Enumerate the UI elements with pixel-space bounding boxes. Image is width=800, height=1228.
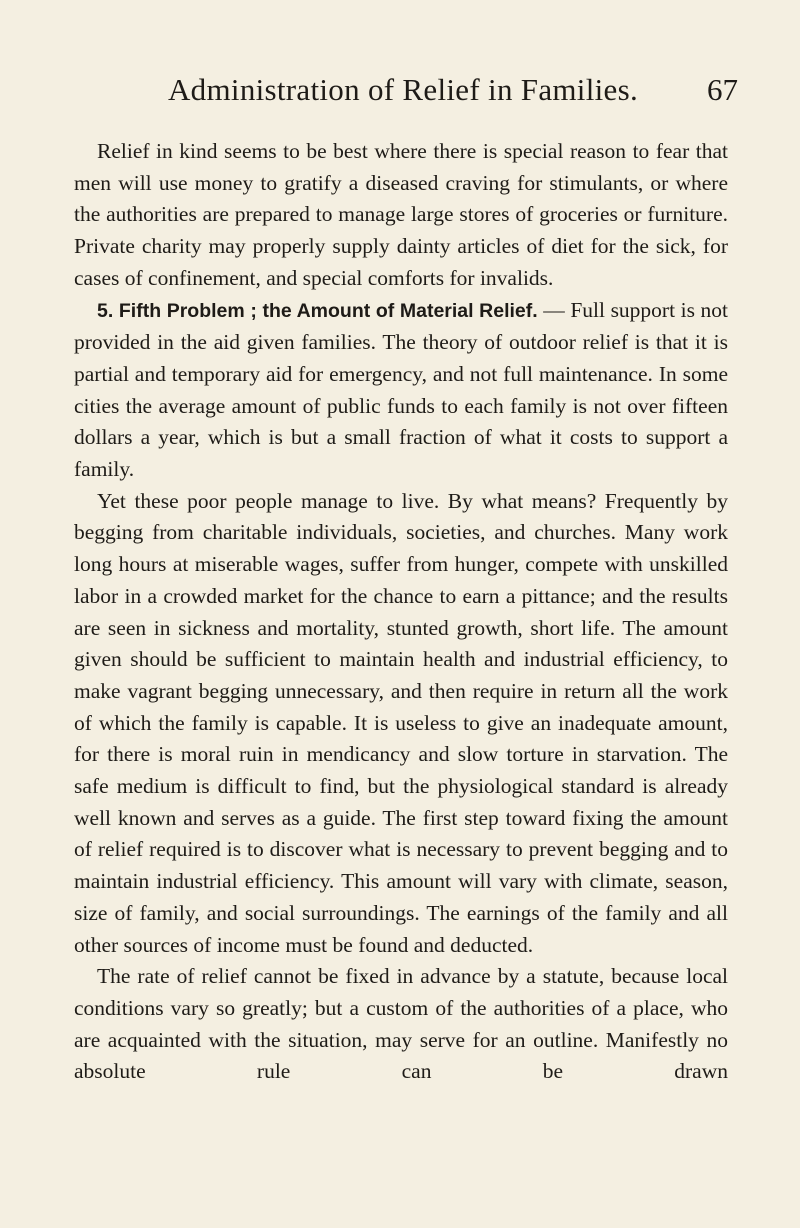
paragraph-text: Yet these poor people manage to live. By what means? Frequently by begging from charitable individuals, societies, and churches. Many work long hours at miserable wages, suffer from hunger, compete with unskilled labor in a crowded market for the chance to earn a pittance; and the results are seen in sickness and mortality, stunted growth, short life. The amount given should be sufficient to maintain health and industrial efficiency, to make vagrant begging unnecessary, and then require in return all the work of which the family is capable. It is useless to give an inadequate amount, for there is moral ruin in mendicancy and slow torture in starvation. The safe medium is difficult to find, but the physiological standard is already well known and serves as a guide. The first step toward fixing the amount of relief required is to discover what is necessary to prevent begging and to maintain industrial efficiency. This amount will vary with climate, season, size of family, and social surroundings. The earnings of the family and all other sources of income must be found and deducted. bbox=[74, 488, 728, 957]
page-number: 67 bbox=[707, 72, 738, 107]
paragraph-fifth-problem bbox=[74, 295, 728, 486]
page-header bbox=[168, 72, 738, 124]
section-heading: 5. Fifth Problem ; the Amount of Material Relief. bbox=[97, 299, 538, 322]
running-title: Administration of Relief in Families. bbox=[168, 72, 639, 107]
paragraph-text: Relief in kind seems to be best where there is special reason to fear that men will use money to gratify a diseased craving for stimulants, or where the authorities are prepared to manage large stores of groceries or furniture. Private charity may properly supply dainty articles of diet for the sick, for cases of confinement, and special comforts for invalids. bbox=[74, 139, 728, 290]
paragraph-text: — Full support is not provided in the aid given families. The theory of outdoor relief is that it is partial and temporary aid for emergency, and not full maintenance. In some cities the average amount of public funds to each family is not over fifteen dollars a year, which is but a small fraction of what it costs to support a family. bbox=[74, 297, 729, 482]
paragraph-poor-people bbox=[74, 486, 728, 962]
paragraph-text: The rate of relief cannot be fixed in advance by a statute, because local conditions vary so greatly; but a custom of the authorities of a place, who are acquainted with the situation, may serve for an outline. Manifestly no absolute rule can be drawn bbox=[74, 964, 728, 1084]
paragraph-rate-of-relief bbox=[74, 961, 728, 1088]
body-text bbox=[74, 136, 728, 1088]
paragraph-relief-in-kind bbox=[74, 136, 728, 295]
